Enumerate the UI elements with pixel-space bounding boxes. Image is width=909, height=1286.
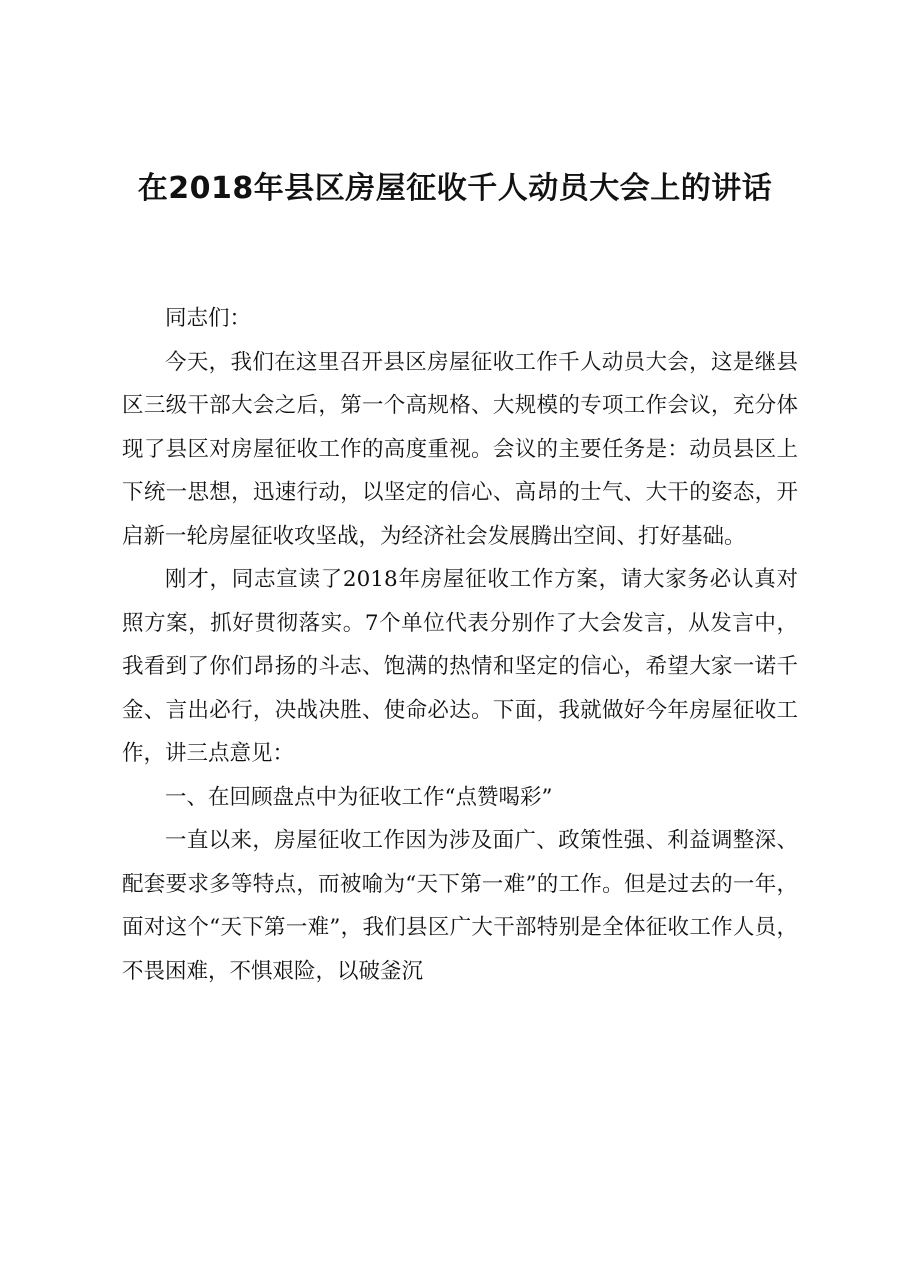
section-paragraph: 一直以来，房屋征收工作因为涉及面广、政策性强、利益调整深、配套要求多等特点，而被喻为“天下第一难”的工作。但是过去的一年，面对这个“天下第一难”，我们县区广大干部特别是全体征收工作人员，不畏困难，不惧艰险，以破釜沉 (122, 828, 798, 984)
opening-paragraph: 今天，我们在这里召开县区房屋征收工作千人动员大会，这是继县区三级干部大会之后，第一个高规格、大规模的专项工作会议，充分体现了县区对房屋征收工作的高度重视。会议的主要任务是：动员县区上下统一思想，迅速行动，以坚定的信心、高昂的士气、大干的姿态，开启新一轮房屋征收攻坚战，为经济社会发展腾出空间、打好基础。 (122, 349, 798, 549)
salutation-paragraph: 同志们： (165, 306, 252, 331)
document-title: 在2018年县区房屋征收千人动员大会上的讲话 (137, 171, 773, 206)
section-heading: 一、在回顾盘点中为征收工作“点赞喝彩” (165, 784, 553, 810)
review-paragraph: 刚才，同志宣读了2018年房屋征收工作方案，请大家务必认真对照方案，抓好贯彻落实。7个单位代表分别作了大会发言，从发言中，我看到了你们昂扬的斗志、饱满的热情和坚定的信心，希望大家一诺千金、言出必行，决战决胜、使命必达。下面，我就做好今年房屋征收工作，讲三点意见： (122, 567, 798, 766)
document-body (122, 297, 798, 993)
